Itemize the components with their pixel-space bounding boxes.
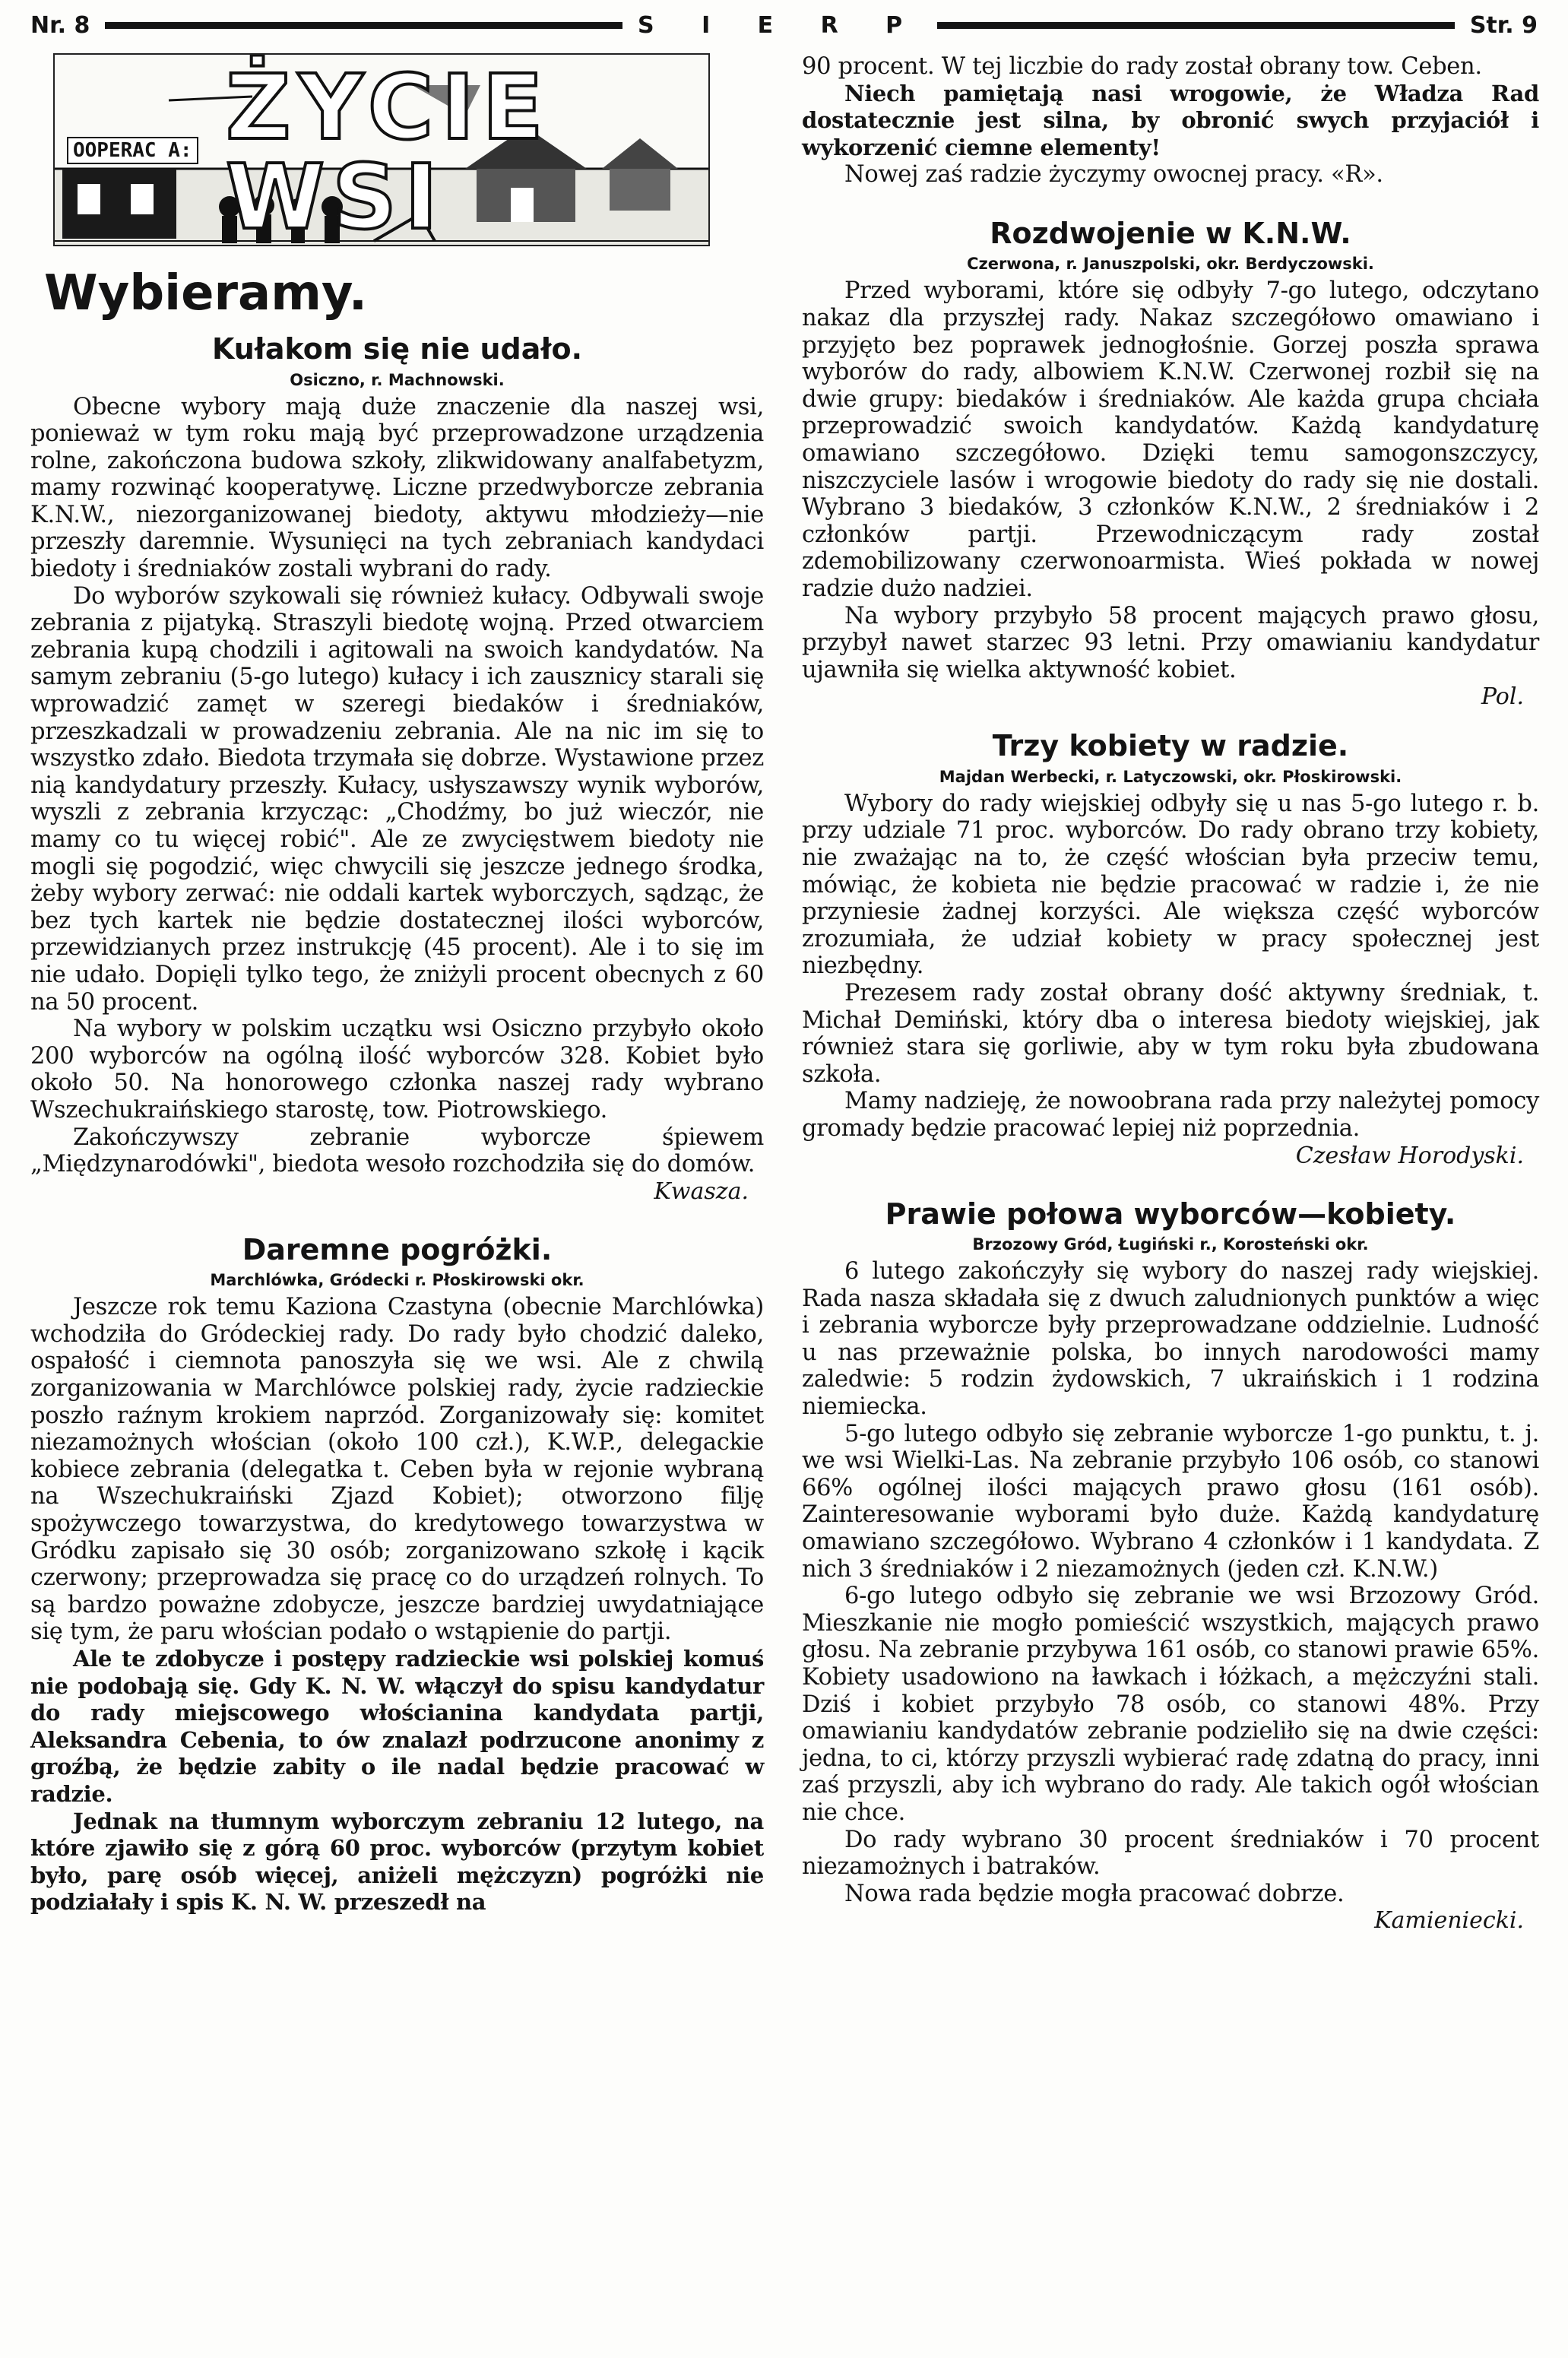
article-paragraph: Mamy nadzieję, że nowoobrana rada przy należytej pomocy gromady będzie pracować lepiej niż poprzednia.: [802, 1088, 1539, 1142]
article-paragraph: Przed wyborami, które się odbyły 7-go lutego, odczytano nakaz dla przyszłej rady. Nakaz szczegółowo omawiano i przyjęto bez poprawek jednogłośnie. Gorzej poszła sprawa wyborów do rady, albowiem K.N.W. Czerwonej rozbił się na dwie grupy: biedaków i średniaków. Ale każda grupa chciała przeprowadzić swoich kandydatów. Każdą kandydaturę omawiano szczegółowo. Dzięki temu samogonszczycy, niszczyciele lasów i wrogowie biedoty do rady się nie dostali. Wybrano 3 biedaków, 3 członków K.N.W., 2 średniaków i 2 członków partji. Przewodniczącym rady został zdemobilizowany czerwonoarmista. Wieś pokłada w nowej radzie dużo nadziei.: [802, 277, 1539, 602]
article-rozdwojenie: [802, 216, 1539, 710]
article-paragraph: Do wyborów szykowali się również kułacy. Odbywali swoje zebrania z pijatyką. Straszyli biedotę wojną. Przed otwarciem zebrania kupą chodzili i agitowali na swoich kandydatów. Na samym zebraniu (5-go lutego) kułacy i ich zausznicy starali się wprowadzić zamęt w szeregi biedaków i średniaków, przeszkadzali w prowadzeniu zebrania. Ale na nic im się to wszystko zdało. Biedota trzymała się dobrze. Wystawione przez nią kandydatury przeszły. Kułacy, usłyszawszy wynik wyborów, wyszli z zebrania krzycząc: „Chodźmy, bo już wieczór, nie mamy co tu więcej robić". Ale ze zwycięstwem biedoty nie mogli się pogodzić, więc chwycili się jeszcze jednego środka, żeby wybory zerwać: nie oddali kartek wyborczych, sądząc, że bez tych kartek nie będzie dostatecznej ilości wyborców, przewidzianych przez instrukcję (45 procent). Ale i to się im nie udało. Dopięli tylko tego, że zniżyli procent obecnych z 60 na 50 procent.: [30, 582, 764, 1016]
article-kulakom: [30, 331, 764, 1205]
article-paragraph: 6-go lutego odbyło się zebranie we wsi Brzozowy Gród. Mieszkanie nie mogło pomieścić wszystkich, mających prawo głosu. Na zebranie przybywa 161 osób, co stanowi prawie 65%. Kobiety usadowiono na ławkach i łóżkach, a mężczyźni stali. Dziś i kobiet przybyło 78 osób, co stanowi 48%. Przy omawianiu kandydatów zebranie podzieliło się na dwie części: jedna, to ci, którzy przyszli wybierać radę zdatną do pracy, inni zaś przyszli, aby ich wybrano do rady. Ale takich ogół włościan nie chce.: [802, 1583, 1539, 1826]
header-rule-left: [105, 22, 622, 29]
article-place: Czerwona, r. Januszpolski, okr. Berdyczowski.: [967, 255, 1374, 274]
article-place: Osiczno, r. Machnowski.: [290, 370, 505, 389]
article-place: Marchlówka, Gródecki r. Płoskirowski okr.: [210, 1271, 584, 1290]
article-paragraph: Jednak na tłumnym wyborczym zebraniu 12 lutego, na które zjawiło się z górą 60 proc. wyborców (przytym kobiet było, parę osób więcej, aniżeli mężczyzn) pogróżki nie podziałały i spis K. N. W. przeszedł na: [30, 1808, 764, 1916]
section-banner: [53, 53, 710, 246]
continuation-paragraph: 90 procent. W tej liczbie do rady został obrany tow. Ceben.: [802, 53, 1482, 80]
page-number: Str. 9: [1469, 11, 1538, 39]
page-header: [30, 3, 1538, 47]
section-heading: Wybieramy.: [44, 265, 368, 322]
article-place: Brzozowy Gród, Ługiński r., Korosteński okr.: [972, 1235, 1369, 1254]
article-prawie-polowa: [802, 1196, 1539, 1935]
cooperative-sign: OOPERAC A:: [67, 137, 198, 164]
newspaper-name: S I E R P: [638, 11, 923, 39]
article-paragraph: Zakończywszy zebranie wyborcze śpiewem „Międzynarodówki", biedota wesoło rozchodziła się do domów.: [30, 1124, 764, 1178]
article-paragraph: Do rady wybrano 30 procent średniaków i 70 procent niezamożnych i batraków.: [802, 1826, 1539, 1881]
article-paragraph: Ale te zdobycze i postępy radzieckie wsi polskiej komuś nie podobają się. Gdy K. N. W. włączył do spisu kandydatur do rady miejscowego włościanina kandydata partji, Aleksandra Cebenia, to ów znalazł podrzucone anonimy z groźbą, że będzie zabity o ile nadal będzie pracować w radzie.: [30, 1645, 764, 1807]
article-signature: Czesław Horodyski.: [1295, 1142, 1524, 1169]
article-daremne: [30, 1232, 764, 1916]
article-title: Daremne pogróżki.: [242, 1232, 553, 1266]
continuation-paragraph: Nowej zaś radzie życzymy owocnej pracy. «R».: [844, 161, 1383, 189]
continuation-paragraph: Niech pamiętają nasi wrogowie, że Władza Rad dostatecznie jest silna, by obronić swych przyjaciół i wykorzenić ciemne elementy!: [802, 80, 1539, 160]
article-title: Kułakom się nie udało.: [211, 332, 583, 366]
article-signature: Kamieniecki.: [1374, 1907, 1524, 1935]
article-paragraph: Jeszcze rok temu Kaziona Czastyna (obecnie Marchlówka) wchodziła do Gródeckiej rady. Do rady było chodzić daleko, ospałość i ciemnota panoszyła się we wsi. Ale z chwilą zorganizowania w Marchlówce polskiej rady, życie radzieckie poszło raźnym krokiem naprzód. Zorganizowały się: komitet niezamożnych włościan (około 100 czł.), K.W.P., delegackie kobiece zebrania (delegatka t. Ceben była w rejonie wybraną na Wszechukraiński Zjazd Kobiet); otworzono filję spożywczego towarzystwa, do kredytowego towarzystwa w Gródku zapisało się 30 osób; zorganizowano szkołę i kącik czerwony; przeprowadza się pracę co do urządzeń rolnych. To są bardzo poważne zdobycze, jeszcze bardziej uwydatniające się tym, że paru włościan podało o wstąpienie do partji.: [30, 1294, 764, 1646]
article-place: Majdan Werbecki, r. Latyczowski, okr. Płoskirowski.: [939, 767, 1402, 786]
article-signature: Kwasza.: [654, 1177, 749, 1205]
header-rule-right: [937, 22, 1455, 29]
article-paragraph: Na wybory przybyło 58 procent mających prawo głosu, przybył nawet starzec 93 letni. Przy omawianiu kandydatur ujawniła się wielka aktywność kobiet.: [802, 602, 1539, 683]
right-column: [802, 53, 1539, 1934]
article-continuation: [802, 53, 1539, 189]
left-column: [30, 53, 764, 1916]
article-trzy-kobiety: [802, 728, 1539, 1168]
article-title: Rozdwojenie w K.N.W.: [990, 216, 1351, 250]
article-paragraph: 6 lutego zakończyły się wybory do naszej rady wiejskiej. Rada nasza składała się z dwuch zaludnionych punktów a więc i zebrania wyborcze były przeprowadzane oddzielnie. Ludność u nas przeważnie polska, bo innych narodowości mamy zaledwie: 5 rodzin żydowskich, 7 ukraińskich i 1 rodzina niemiecka.: [802, 1258, 1539, 1421]
article-title: Prawie połowa wyborców—kobiety.: [885, 1196, 1456, 1231]
article-title: Trzy kobiety w radzie.: [992, 729, 1349, 763]
article-paragraph: 5-go lutego odbyło się zebranie wyborcze 1-go punktu, t. j. we wsi Wielki-Las. Na zebranie przybyło 106 osób, co stanowi 66% ogólnej ilości mających prawo głosu (161 osób). Zainteresowanie wyborami było duże. Każdą kandydaturę omawiano szczegółowo. Wybrano 4 członków i 1 kandydata. Z nich 3 średniaków i 2 niezamożnych (jeden czł. K.N.W.): [802, 1420, 1539, 1583]
issue-number: Nr. 8: [30, 11, 90, 39]
article-signature: Pol.: [1481, 683, 1524, 711]
article-paragraph: Wybory do rady wiejskiej odbyły się u nas 5-go lutego r. b. przy udziale 71 proc. wyborców. Do rady obrano trzy kobiety, nie zważając na to, że część włościan była przeciw temu, mówiąc, że kobieta nie będzie pracować w radzie i, że nie przyniesie żadnej korzyści. Ale większa część wyborców zrozumiała, że udział kobiety w pracy społecznej jest niezbędny.: [802, 790, 1539, 980]
article-paragraph: Na wybory w polskim uczątku wsi Osiczno przybyło około 200 wyborców na ogólną ilość wyborców 328. Kobiet było około 50. Na honorowego członka naszej rady wybrano Wszechukraińskiego starostę, tow. Piotrowskiego.: [30, 1016, 764, 1124]
banner-title: ŻYCIE WSI: [226, 55, 551, 246]
article-paragraph: Nowa rada będzie mogła pracować dobrze.: [844, 1880, 1345, 1907]
article-paragraph: Prezesem rady został obrany dość aktywny średniak, t. Michał Demiński, który dba o interesa biedoty wiejskiej, jak również stara się gorliwie, aby w tym roku była zbudowana szkoła.: [802, 980, 1539, 1088]
article-paragraph: Obecne wybory mają duże znaczenie dla naszej wsi, ponieważ w tym roku mają być przeprowadzone urządzenia rolne, zakończona budowa szkoły, zlikwidowany analfabetyzm, mamy rozwinąć kooperatywę. Liczne przedwyborcze zebrania K.N.W., niezorganizowanej biedoty, aktywu młodzieży—nie przeszły daremnie. Wysunięci na tych zebraniach kandydaci biedoty i średniaków zostali wybrani do rady.: [30, 393, 764, 583]
